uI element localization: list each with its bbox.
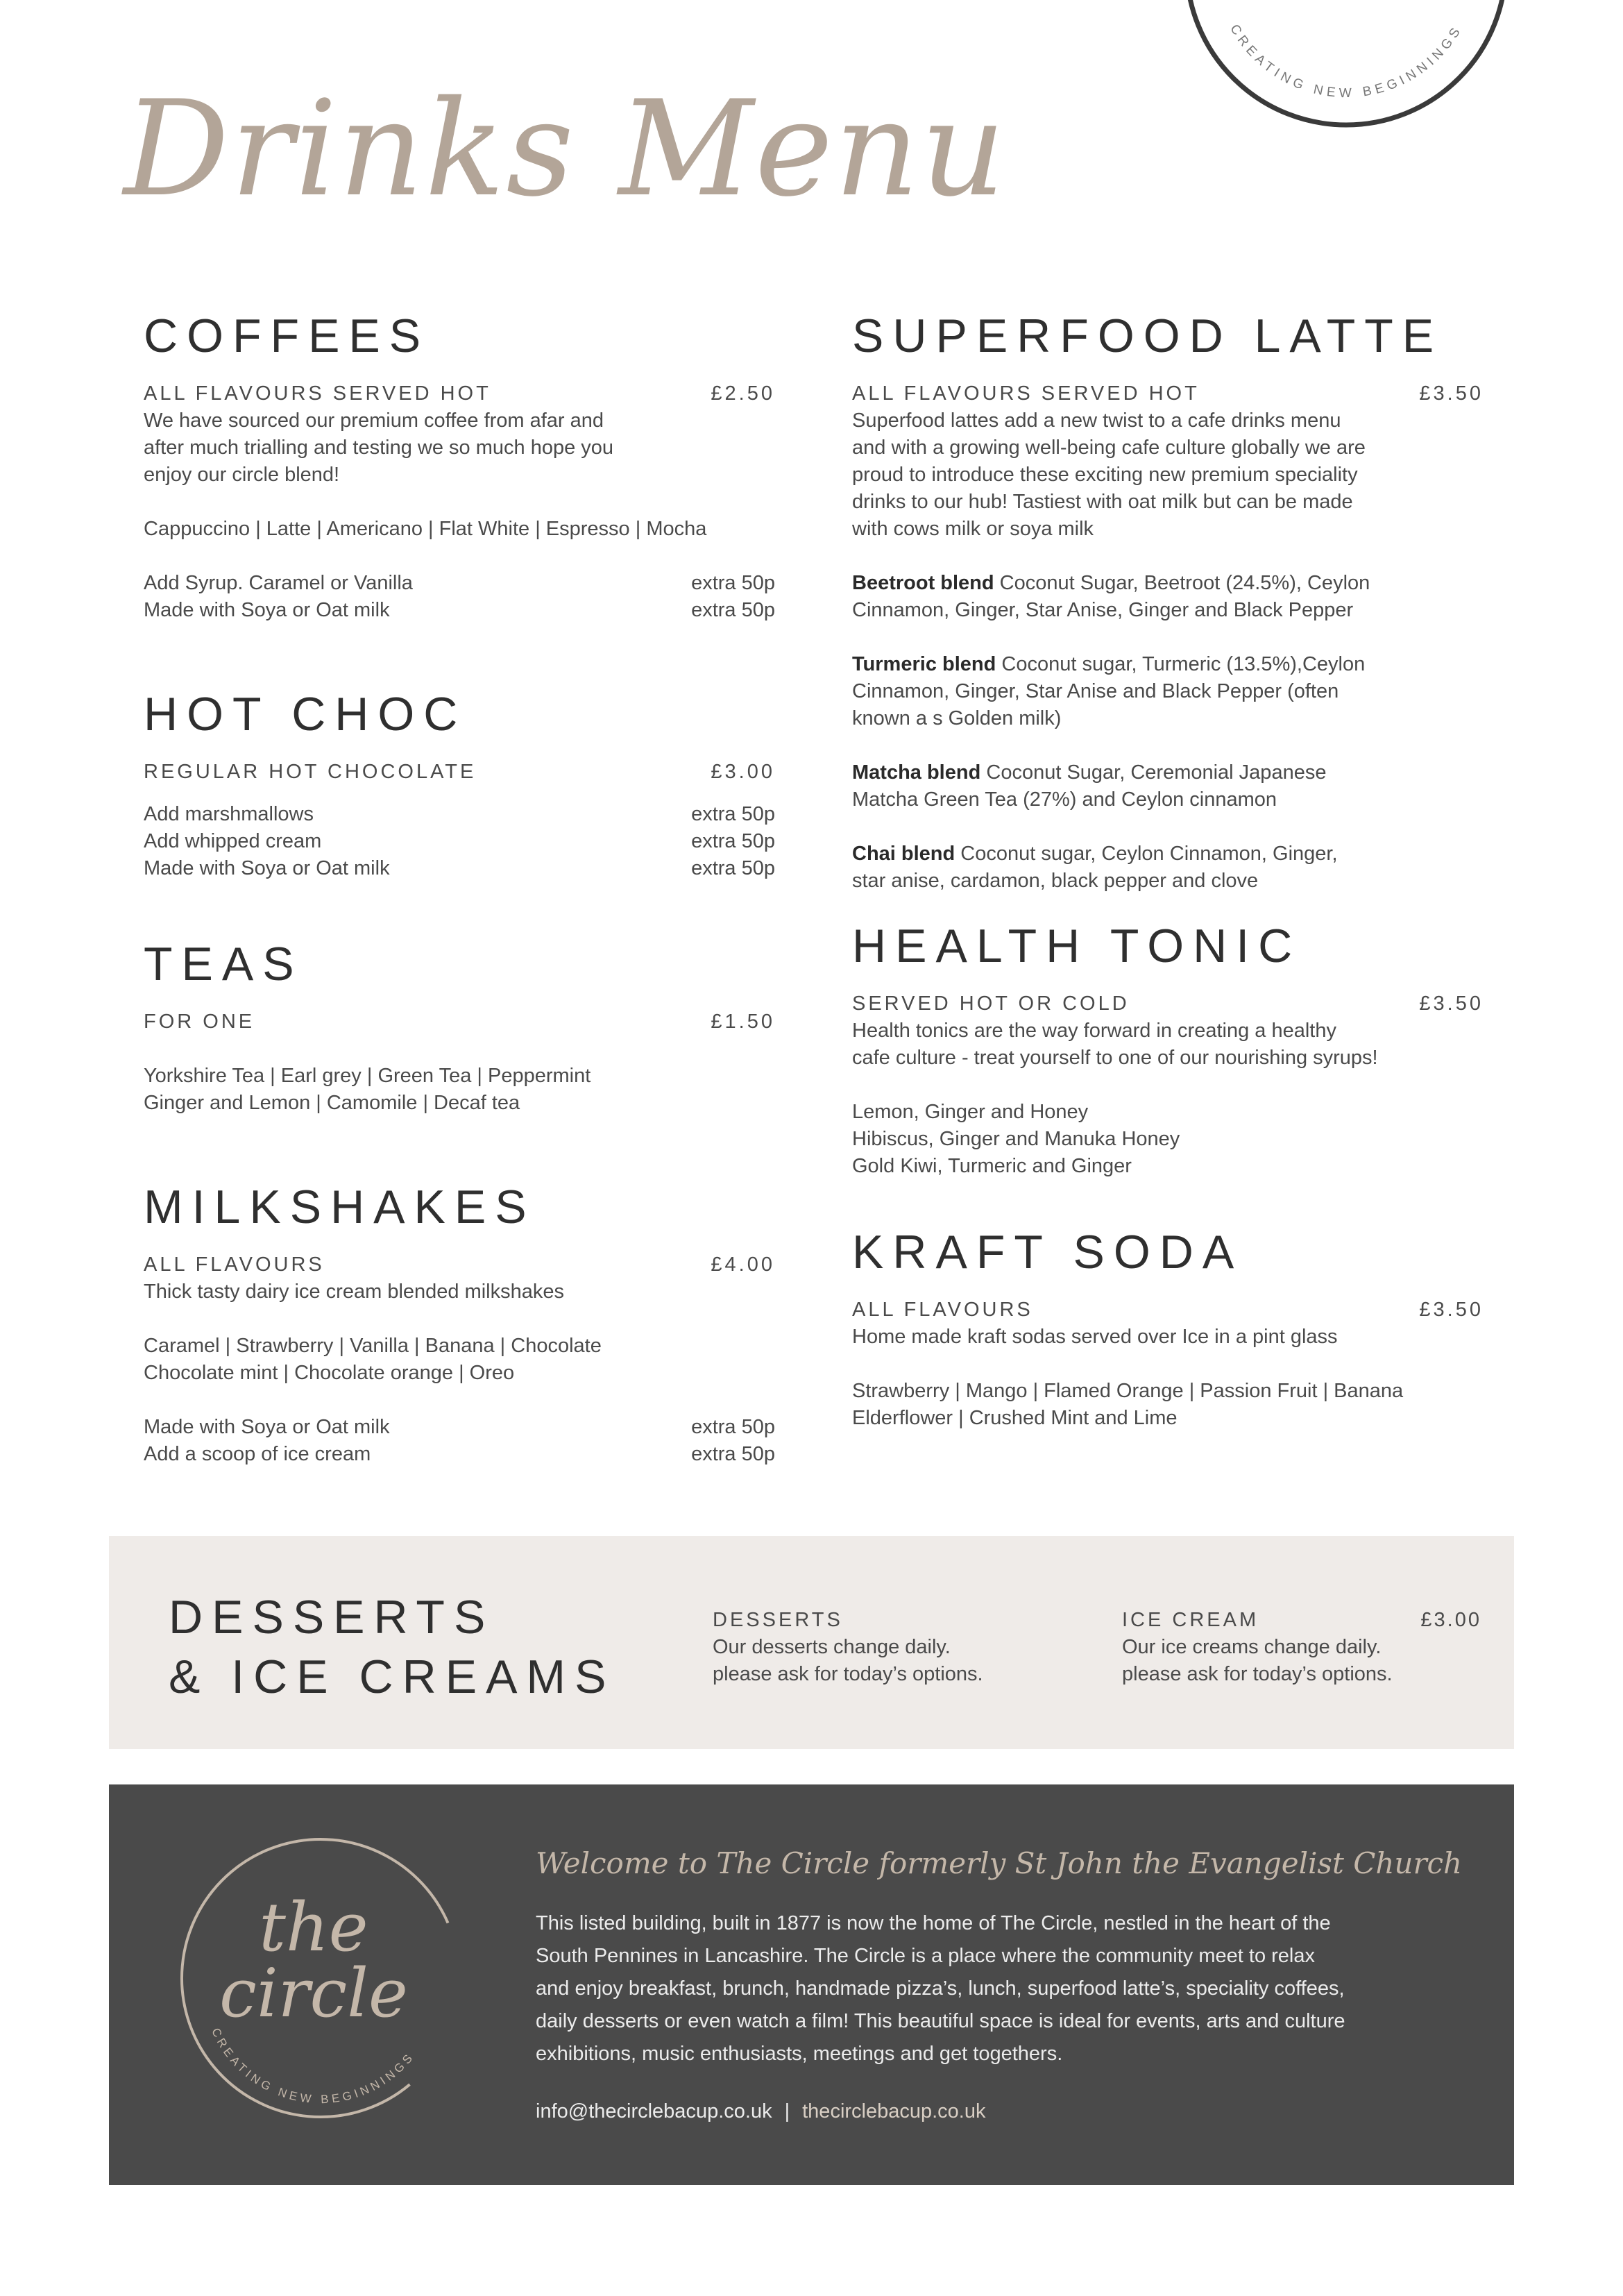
- logo-word-circle: circle: [219, 1955, 408, 2032]
- kraft-soda-desc: Home made kraft sodas served over Ice in a pint glass: [852, 1326, 1338, 1348]
- superfood-sub: ALL FLAVOURS SERVED HOT: [852, 382, 1200, 405]
- superfood-desc-1: Superfood lattes add a new twist to a cafe drinks menu: [852, 410, 1341, 432]
- milkshakes-extra-row: [144, 1414, 775, 1441]
- milkshakes-extra-label: Made with Soya or Oat milk: [144, 1416, 390, 1438]
- milkshakes-list-1: Caramel | Strawberry | Vanilla | Banana | Chocolate: [144, 1335, 602, 1357]
- milkshakes-extra-row: [144, 1441, 775, 1468]
- coffees-desc-3: enjoy our circle blend!: [144, 464, 340, 486]
- kraft-soda-sub: ALL FLAVOURS: [852, 1299, 1033, 1321]
- milkshakes-extra-label: Add a scoop of ice cream: [144, 1443, 371, 1465]
- menu-title: Drinks Menu: [124, 72, 1008, 226]
- coffees-desc-1: We have sourced our premium coffee from afar and: [144, 410, 604, 432]
- desserts-band-title: [169, 1587, 615, 1707]
- blend-name: Turmeric blend: [852, 653, 996, 675]
- welcome-heading: Welcome to The Circle formerly St John the Evangelist Church: [536, 1846, 1463, 1880]
- coffees-desc-2: after much trialling and testing we so much hope you: [144, 437, 614, 459]
- teas-sub-row: [144, 1008, 775, 1036]
- health-tonic-desc-2: cafe culture - treat yourself to one of our nourishing syrups!: [852, 1047, 1378, 1069]
- about-line: South Pennines in Lancashire. The Circle is a place where the community meet to relax: [536, 1945, 1315, 1967]
- desserts-title-line1: DESSERTS: [169, 1591, 495, 1644]
- blend-name: Matcha blend: [852, 761, 981, 784]
- logo-ring-text: CREATING NEW BEGINNINGS: [209, 2025, 418, 2107]
- health-tonic-desc-1: Health tonics are the way forward in creating a healthy: [852, 1020, 1336, 1042]
- about-line: daily desserts or even watch a film! This beautiful space is ideal for events, arts and culture: [536, 2010, 1345, 2032]
- milkshakes-extra-price: extra 50p: [691, 1443, 775, 1465]
- kraft-soda-list-2: Elderflower | Crushed Mint and Lime: [852, 1407, 1178, 1429]
- blend-name: Beetroot blend: [852, 572, 994, 594]
- logo-word-the: the: [259, 1889, 368, 1966]
- teas-sub: FOR ONE: [144, 1011, 255, 1033]
- desserts-label: DESSERTS: [713, 1609, 843, 1631]
- blend-item: [852, 570, 1484, 624]
- hot-choc-extra-row: [144, 855, 775, 882]
- desserts-info: [713, 1607, 1046, 1688]
- ice-cream-label: ICE CREAM: [1122, 1609, 1259, 1631]
- blend-line: Cinnamon, Ginger, Star Anise and Black Pepper (often: [852, 680, 1339, 702]
- hot-choc-extra-label: Add whipped cream: [144, 830, 322, 852]
- circle-logo: [175, 1832, 466, 2124]
- ice-cream-line2: please ask for today’s options.: [1122, 1663, 1393, 1685]
- kraft-soda-title: KRAFT SODA: [852, 1226, 1243, 1278]
- milkshakes-extra-price: extra 50p: [691, 1416, 775, 1438]
- about-line: This listed building, built in 1877 is now the home of The Circle, nestled in the heart of the: [536, 1912, 1331, 1934]
- milkshakes-list-2: Chocolate mint | Chocolate orange | Oreo: [144, 1362, 515, 1384]
- desserts-line1: Our desserts change daily.: [713, 1636, 951, 1658]
- coffees-extra-label: Made with Soya or Oat milk: [144, 599, 390, 621]
- website-link[interactable]: thecirclebacup.co.uk: [802, 2100, 986, 2122]
- hot-choc-extra-price: extra 50p: [691, 803, 775, 825]
- teas-title: TEAS: [144, 938, 303, 990]
- section-health-tonic: [852, 922, 1484, 1180]
- section-kraft-soda: [852, 1226, 1484, 1432]
- health-tonic-sub-row: [852, 990, 1484, 1018]
- coffees-list: Cappuccino | Latte | Americano | Flat White | Espresso | Mocha: [144, 518, 707, 540]
- teas-price: £1.50: [711, 1011, 775, 1033]
- superfood-price: £3.50: [1419, 382, 1484, 405]
- coffees-extra-price: extra 50p: [691, 572, 775, 594]
- ice-cream-head: [1122, 1607, 1481, 1634]
- about-line: exhibitions, music enthusiasts, meetings and get togethers.: [536, 2043, 1063, 2065]
- ring-text: CREATING NEW BEGINNINGS: [1227, 22, 1465, 101]
- hot-choc-extra-row: [144, 801, 775, 828]
- superfood-desc-4: drinks to our hub! Tastiest with oat milk but can be made: [852, 491, 1353, 513]
- hot-choc-extra-row: [144, 828, 775, 855]
- left-column: [144, 312, 775, 1508]
- kraft-soda-price: £3.50: [1419, 1299, 1484, 1321]
- coffees-extra-row: [144, 597, 775, 624]
- blend-item: [852, 759, 1484, 813]
- hot-choc-extra-price: extra 50p: [691, 830, 775, 852]
- hot-choc-extra-price: extra 50p: [691, 857, 775, 879]
- teas-list-1: Yorkshire Tea | Earl grey | Green Tea | Peppermint: [144, 1065, 591, 1087]
- milkshakes-title: MILKSHAKES: [144, 1181, 536, 1233]
- coffees-title: COFFEES: [144, 310, 430, 362]
- hot-choc-sub-row: [144, 759, 775, 786]
- coffees-sub-row: [144, 380, 775, 407]
- blend-line: star anise, cardamon, black pepper and clove: [852, 870, 1259, 892]
- hot-choc-extra-label: Add marshmallows: [144, 803, 314, 825]
- blend-item: [852, 651, 1484, 732]
- coffees-sub: ALL FLAVOURS SERVED HOT: [144, 382, 491, 405]
- superfood-title: SUPERFOOD LATTE: [852, 310, 1443, 362]
- svg-text:CREATING NEW BEGINNINGS: [209, 2026, 417, 2106]
- hot-choc-title: HOT CHOC: [144, 688, 467, 741]
- superfood-desc-2: and with a growing well-being cafe culture globally we are: [852, 437, 1366, 459]
- coffees-extra-price: extra 50p: [691, 599, 775, 621]
- superfood-desc-3: proud to introduce these exciting new premium speciality: [852, 464, 1358, 486]
- hot-choc-sub: REGULAR HOT CHOCOLATE: [144, 761, 477, 783]
- coffees-extra-row: [144, 570, 775, 597]
- desserts-title-line2: & ICE CREAMS: [169, 1651, 615, 1703]
- hot-choc-extra-label: Made with Soya or Oat milk: [144, 857, 390, 879]
- health-tonic-sub: SERVED HOT OR COLD: [852, 993, 1130, 1015]
- blend-item: [852, 841, 1484, 895]
- ice-cream-price: £3.00: [1420, 1609, 1481, 1631]
- milkshakes-price: £4.00: [711, 1253, 775, 1276]
- blend-line: Cinnamon, Ginger, Star Anise, Ginger and Black Pepper: [852, 599, 1354, 621]
- kraft-soda-list-1: Strawberry | Mango | Flamed Orange | Passion Fruit | Banana: [852, 1380, 1404, 1402]
- superfood-desc-5: with cows milk or soya milk: [852, 518, 1094, 540]
- right-column: [852, 312, 1484, 1472]
- contact-line: [536, 2100, 986, 2123]
- milkshakes-sub-row: [144, 1251, 775, 1278]
- section-hot-choc: [144, 688, 775, 882]
- blend-line: Coconut sugar, Ceylon Cinnamon, Ginger,: [955, 843, 1338, 865]
- health-tonic-item: Hibiscus, Ginger and Manuka Honey: [852, 1128, 1180, 1150]
- brand-ring-top: [1173, 0, 1520, 139]
- desserts-line2: please ask for today’s options.: [713, 1663, 983, 1685]
- section-teas: [144, 940, 775, 1117]
- coffees-extra-label: Add Syrup. Caramel or Vanilla: [144, 572, 413, 594]
- contact-separator: |: [784, 2100, 790, 2122]
- blend-line: Coconut Sugar, Beetroot (24.5%), Ceylon: [994, 572, 1370, 594]
- blend-line: Coconut sugar, Turmeric (13.5%),Ceylon: [996, 653, 1366, 675]
- blend-line: Coconut Sugar, Ceremonial Japanese: [980, 761, 1327, 784]
- section-coffees: [144, 312, 775, 624]
- email-link[interactable]: info@thecirclebacup.co.uk: [536, 2100, 772, 2122]
- blend-line: known a s Golden milk): [852, 707, 1062, 729]
- superfood-sub-row: [852, 380, 1484, 407]
- milkshakes-sub: ALL FLAVOURS: [144, 1253, 325, 1276]
- health-tonic-price: £3.50: [1419, 993, 1484, 1015]
- section-milkshakes: [144, 1183, 775, 1468]
- blend-name: Chai blend: [852, 843, 955, 865]
- coffees-price: £2.50: [711, 382, 775, 405]
- teas-list-2: Ginger and Lemon | Camomile | Decaf tea: [144, 1092, 520, 1114]
- milkshakes-desc: Thick tasty dairy ice cream blended milkshakes: [144, 1281, 565, 1303]
- kraft-soda-sub-row: [852, 1297, 1484, 1324]
- health-tonic-title: HEALTH TONIC: [852, 920, 1302, 972]
- svg-text:CREATING NEW BEGINNINGS: [1227, 22, 1465, 101]
- about-text: [536, 1907, 1465, 2070]
- section-superfood: [852, 312, 1484, 895]
- health-tonic-item: Gold Kiwi, Turmeric and Ginger: [852, 1155, 1132, 1177]
- health-tonic-item: Lemon, Ginger and Honey: [852, 1101, 1089, 1123]
- ice-cream-line1: Our ice creams change daily.: [1122, 1636, 1382, 1658]
- about-line: and enjoy breakfast, brunch, handmade pizza’s, lunch, superfood latte’s, speciality coffees,: [536, 1977, 1345, 2000]
- blend-line: Matcha Green Tea (27%) and Ceylon cinnamon: [852, 788, 1277, 811]
- ice-cream-info: [1122, 1607, 1483, 1688]
- hot-choc-price: £3.00: [711, 761, 775, 783]
